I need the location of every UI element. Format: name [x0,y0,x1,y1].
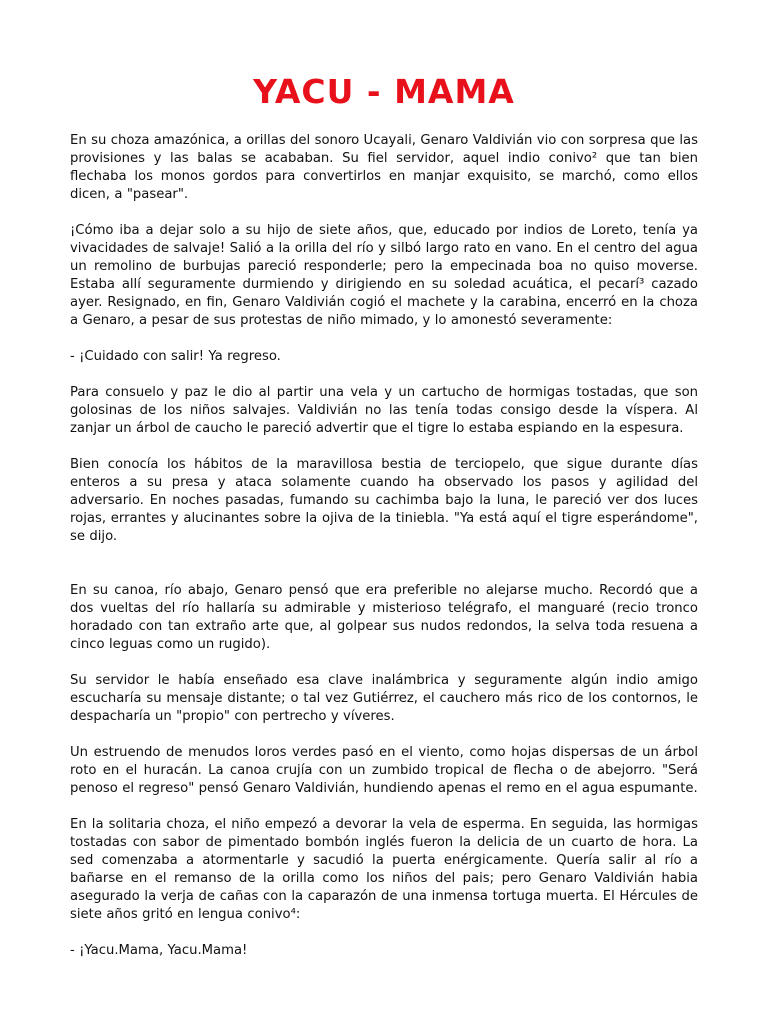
paragraph-4: Para consuelo y paz le dio al partir una vela y un cartucho de hormigas tostadas, que son golosinas de los niños salvajes. Valdivián no las tenía todas consigo desde la víspera. Al zanjar un árbol de caucho le pareció advertir que el tigre lo estaba espiando en la espesura. [70,385,698,436]
paragraph-spacer [70,330,698,348]
paragraph-spacer [70,546,698,582]
paragraph-spacer [70,924,698,942]
document-body [70,132,698,960]
document-title: YACU - MAMA [253,72,515,111]
paragraph-7: Su servidor le había enseñado esa clave inalámbrica y seguramente algún indio amigo escucharía su mensaje distante; o tal vez Gutiérrez, el cauchero más rico de los contornos, le despacharía un "propio" con pertrecho y víveres. [70,673,698,724]
paragraph-8: Un estruendo de menudos loros verdes pasó en el viento, como hojas dispersas de un árbol roto en el huracán. La canoa crujía con un zumbido tropical de flecha o de abejorro. "Será penoso el regreso" pensó Genaro Valdivián, hundiendo apenas el remo en el agua espumante. [70,745,698,796]
paragraph-spacer [70,654,698,672]
paragraph-spacer [70,438,698,456]
paragraph-10-dialogue: - ¡Yacu.Mama, Yacu.Mama! [70,943,248,958]
paragraph-spacer [70,366,698,384]
paragraph-9: En la solitaria choza, el niño empezó a devorar la vela de esperma. En seguida, las hormigas tostadas con sabor de pimentado bombón inglés fueron la delicia de un cuarto de hora. La sed comenzaba a atormentarle y sacudió la puerta enérgicamente. Quería salir al río a bañarse en el remanso de la orilla como los niños del pais; pero Genaro Valdivián habia asegurado la verja de cañas con la caparazón de una inmensa tortuga muerta. El Hércules de siete años gritó en lengua conivo⁴: [70,817,698,922]
paragraph-spacer [70,798,698,816]
paragraph-3-dialogue: - ¡Cuidado con salir! Ya regreso. [70,349,281,364]
paragraph-1: En su choza amazónica, a orillas del sonoro Ucayali, Genaro Valdivián vio con sorpresa que las provisiones y las balas se acababan. Su fiel servidor, aquel indio conivo² que tan bien flechaba los monos gordos para convertirlos en manjar exquisito, se marchó, como ellos dicen, a "pasear". [70,133,698,202]
paragraph-spacer [70,726,698,744]
paragraph-6: En su canoa, río abajo, Genaro pensó que era preferible no alejarse mucho. Recordó que a dos vueltas del río hallaría su admirable y misterioso telégrafo, el manguaré (recio tronco horadado con tan extraño arte que, al golpear sus nudos redondos, la selva toda resuena a cinco leguas como un rugido). [70,583,698,652]
paragraph-2: ¡Cómo iba a dejar solo a su hijo de siete años, que, educado por indios de Loreto, tenía ya vivacidades de salvaje! Salió a la orilla del río y silbó largo rato en vano. En el centro del agua un remolino de burbujas pareció responderle; pero la empecinada boa no quiso moverse. Estaba allí seguramente durmiendo y dirigiendo en su soledad acuática, el pecarí³ cazado ayer. Resignado, en fin, Genaro Valdivián cogió el machete y la carabina, encerró en la choza a Genaro, a pesar de sus protestas de niño mimado, y lo amonestó severamente: [70,223,698,328]
paragraph-spacer [70,204,698,222]
paragraph-5: Bien conocía los hábitos de la maravillosa bestia de terciopelo, que sigue durante días enteros a su presa y ataca solamente cuando ha observado los pasos y agilidad del adversario. En noches pasadas, fumando su cachimba bajo la luna, le pareció ver dos luces rojas, errantes y alucinantes sobre la ojiva de la tiniebla. "Ya está aquí el tigre esperándome", se dijo. [70,457,698,544]
